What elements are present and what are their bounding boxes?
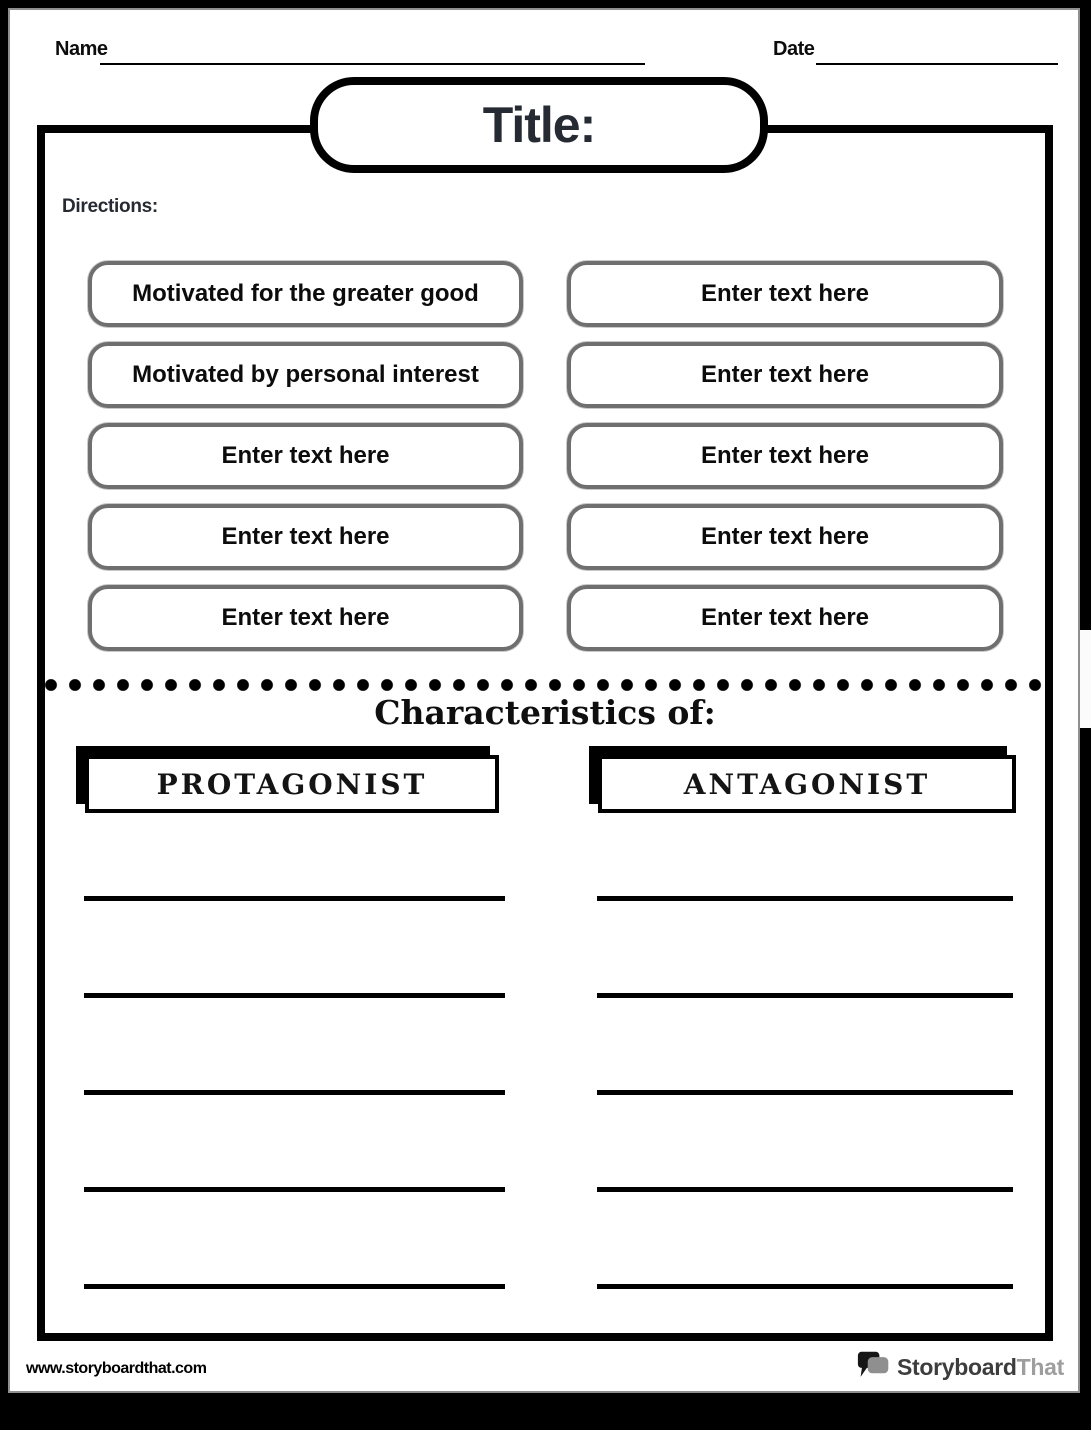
writing-line[interactable] — [84, 896, 505, 901]
trait-text-box[interactable] — [88, 423, 523, 489]
trait-text-box[interactable] — [88, 261, 523, 327]
protagonist-header-box[interactable] — [85, 755, 499, 813]
dotted-divider — [45, 679, 1045, 691]
scrollbar-thumb[interactable] — [1080, 630, 1091, 728]
trait-column-right — [567, 261, 1003, 651]
writing-line[interactable] — [84, 993, 505, 998]
trait-text: Enter text here — [700, 442, 870, 469]
protagonist-writing-lines — [84, 896, 505, 1381]
antagonist-header-box[interactable] — [598, 755, 1016, 813]
writing-line[interactable] — [597, 1090, 1013, 1095]
name-input-line[interactable] — [100, 41, 645, 65]
antagonist-label: ANTAGONIST — [683, 767, 931, 801]
antagonist-writing-lines — [597, 896, 1013, 1381]
date-input-line[interactable] — [816, 41, 1058, 65]
trait-text: Enter text here — [221, 442, 390, 469]
writing-line[interactable] — [84, 1187, 505, 1192]
trait-text: Enter text here — [221, 523, 390, 550]
writing-line[interactable] — [597, 1284, 1013, 1289]
trait-text: Motivated by personal interest — [132, 361, 479, 388]
worksheet-page — [10, 10, 1078, 1391]
trait-text-box[interactable] — [567, 342, 1003, 408]
trait-text: Enter text here — [700, 604, 870, 631]
writing-line[interactable] — [597, 993, 1013, 998]
writing-line[interactable] — [597, 1187, 1013, 1192]
trait-text: Enter text here — [700, 280, 870, 307]
directions-label: Directions: — [62, 196, 158, 217]
trait-text: Motivated for the greater good — [132, 280, 479, 307]
date-label: Date — [773, 38, 815, 60]
writing-line[interactable] — [597, 896, 1013, 901]
writing-line[interactable] — [84, 1284, 505, 1289]
logo-text-secondary: That — [1016, 1353, 1064, 1380]
trait-text: Enter text here — [221, 604, 390, 631]
writing-line[interactable] — [84, 1090, 505, 1095]
logo-text-primary: Storyboard — [896, 1353, 1017, 1380]
trait-text: Enter text here — [700, 361, 870, 388]
trait-text-box[interactable] — [567, 261, 1003, 327]
trait-text-box[interactable] — [567, 423, 1003, 489]
trait-text-box[interactable] — [88, 342, 523, 408]
title-label: Title: — [482, 97, 596, 153]
title-box[interactable] — [310, 77, 768, 173]
characteristics-heading: Characteristics of: — [374, 693, 716, 732]
worksheet-frame — [37, 125, 1053, 1341]
website-url: www.storyboardthat.com — [26, 1360, 207, 1377]
trait-text-box[interactable] — [567, 585, 1003, 651]
trait-text: Enter text here — [700, 523, 870, 550]
name-label: Name — [55, 38, 108, 60]
trait-text-box[interactable] — [88, 504, 523, 570]
trait-text-box[interactable] — [567, 504, 1003, 570]
trait-text-box[interactable] — [88, 585, 523, 651]
protagonist-label: PROTAGONIST — [156, 767, 428, 801]
trait-column-left — [88, 261, 523, 651]
